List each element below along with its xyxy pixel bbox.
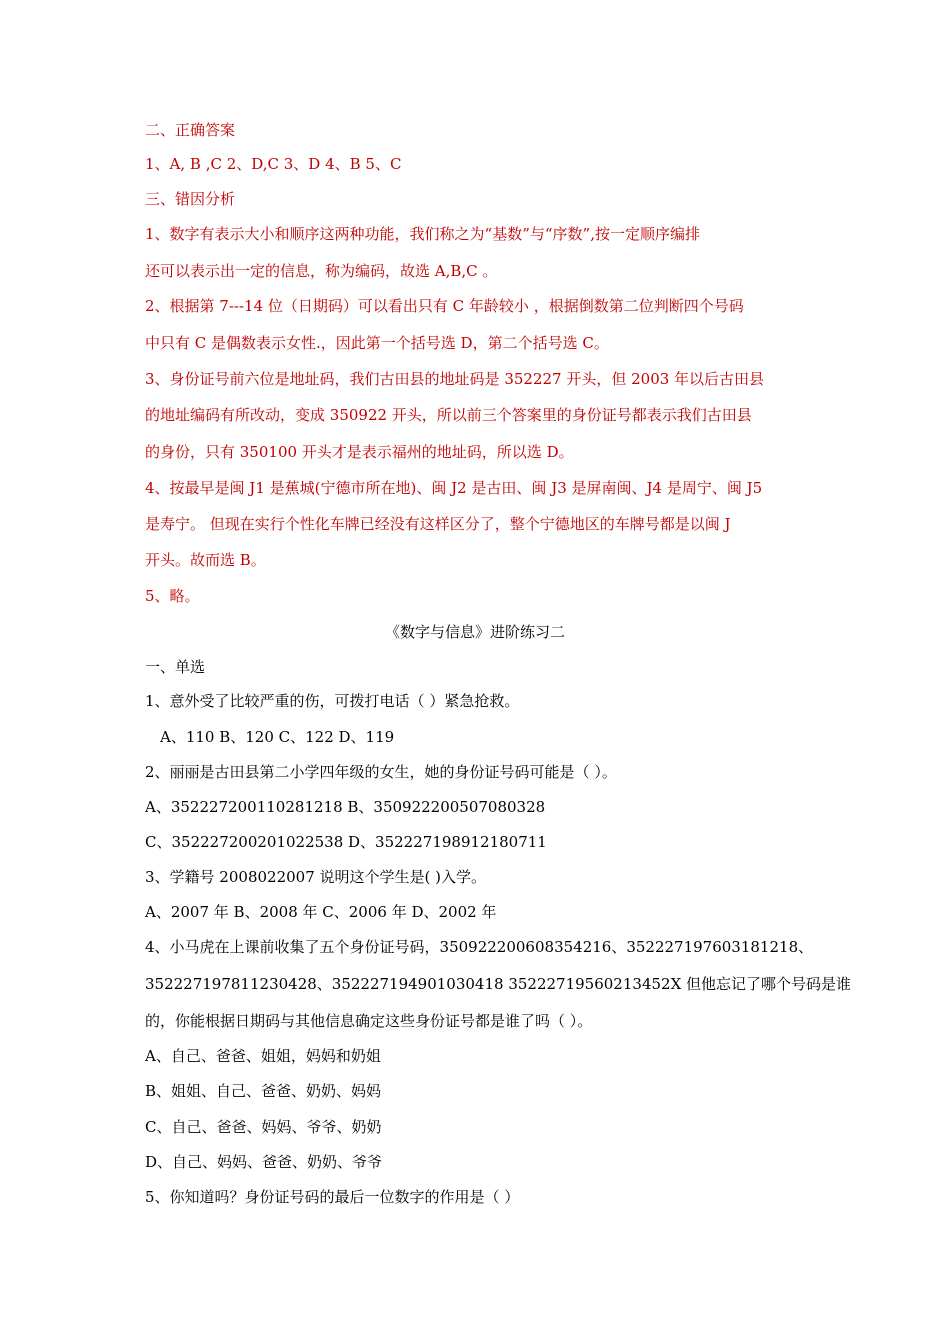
analysis-line: 5、略。 <box>145 587 200 605</box>
exercise-title: 《数字与信息》进阶练习二 <box>384 623 565 641</box>
analysis-line: 的身份，只有 350100 开头才是表示福州的地址码，所以选 D。 <box>145 443 574 461</box>
question-2-options-cd: C、352227200201022538 D、352227198912180711 <box>145 833 547 851</box>
analysis-line: 3、身份证号前六位是地址码，我们古田县的地址码是 352227 开头，但 2003 年以后古田县 <box>145 370 765 388</box>
analysis-line: 2、根据第 7---14 位（日期码）可以看出只有 C 年龄较小 ，根据倒数第二位判断四个号码 <box>145 297 744 315</box>
analysis-line: 中只有 C 是偶数表示女性.，因此第一个括号选 D，第二个括号选 C。 <box>145 334 609 352</box>
heading-error-analysis: 三、错因分析 <box>145 190 236 208</box>
heading-correct-answers: 二、正确答案 <box>145 121 236 139</box>
correct-answers-list: 1、A, B ,C 2、D,C 3、D 4、B 5、C <box>145 155 402 173</box>
question-3: 3、学籍号 2008022007 说明这个学生是( )入学。 <box>145 868 486 886</box>
question-5: 5、你知道吗？身份证号码的最后一位数字的作用是（ ） <box>145 1188 520 1206</box>
analysis-line: 还可以表示出一定的信息，称为编码，故选 A,B,C 。 <box>145 262 498 280</box>
analysis-line: 是寿宁。 但现在实行个性化车牌已经没有这样区分了，整个宁德地区的车牌号都是以闽 J <box>145 515 731 533</box>
question-1: 1、意外受了比较严重的伤，可拨打电话（ ）紧急抢救。 <box>145 692 520 710</box>
analysis-line: 开头。故而选 B。 <box>145 551 266 569</box>
question-1-options: A、110 B、120 C、122 D、119 <box>160 728 395 746</box>
question-4: 4、小马虎在上课前收集了五个身份证号码，350922200608354216、352227197603181218、 <box>145 938 814 956</box>
question-2: 2、丽丽是古田县第二小学四年级的女生，她的身份证号码可能是（ ）。 <box>145 763 617 781</box>
question-4-option-c: C、自己、爸爸、妈妈、爷爷、奶奶 <box>145 1118 382 1136</box>
question-3-options: A、2007 年 B、2008 年 C、2006 年 D、2002 年 <box>145 903 497 921</box>
analysis-line: 的地址编码有所改动，变成 350922 开头，所以前三个答案里的身份证号都表示我们古田县 <box>145 406 752 424</box>
question-4-continued: 的，你能根据日期码与其他信息确定这些身份证号都是谁了吗（ ）。 <box>145 1012 593 1030</box>
question-4-option-d: D、自己、妈妈、爸爸、奶奶、爷爷 <box>145 1153 383 1171</box>
question-4-option-b: B、姐姐、自己、爸爸、奶奶、妈妈 <box>145 1082 382 1100</box>
analysis-line: 4、按最早是闽 J1 是蕉城(宁德市所在地)、闽 J2 是古田、闽 J3 是屏南闽、J4 是周宁、闽 J5 <box>145 479 763 497</box>
analysis-line: 1、数字有表示大小和顺序这两种功能，我们称之为“基数”与“序数”,按一定顺序编排 <box>145 225 700 243</box>
section-heading: 一、单选 <box>145 658 206 676</box>
question-4-option-a: A、自己、爸爸、姐姐，妈妈和奶姐 <box>145 1047 381 1065</box>
question-2-options-ab: A、352227200110281218 B、350922200507080328 <box>145 798 546 816</box>
question-4-continued: 352227197811230428、352227194901030418 35222719560213452X 但他忘记了哪个号码是谁 <box>145 975 852 993</box>
